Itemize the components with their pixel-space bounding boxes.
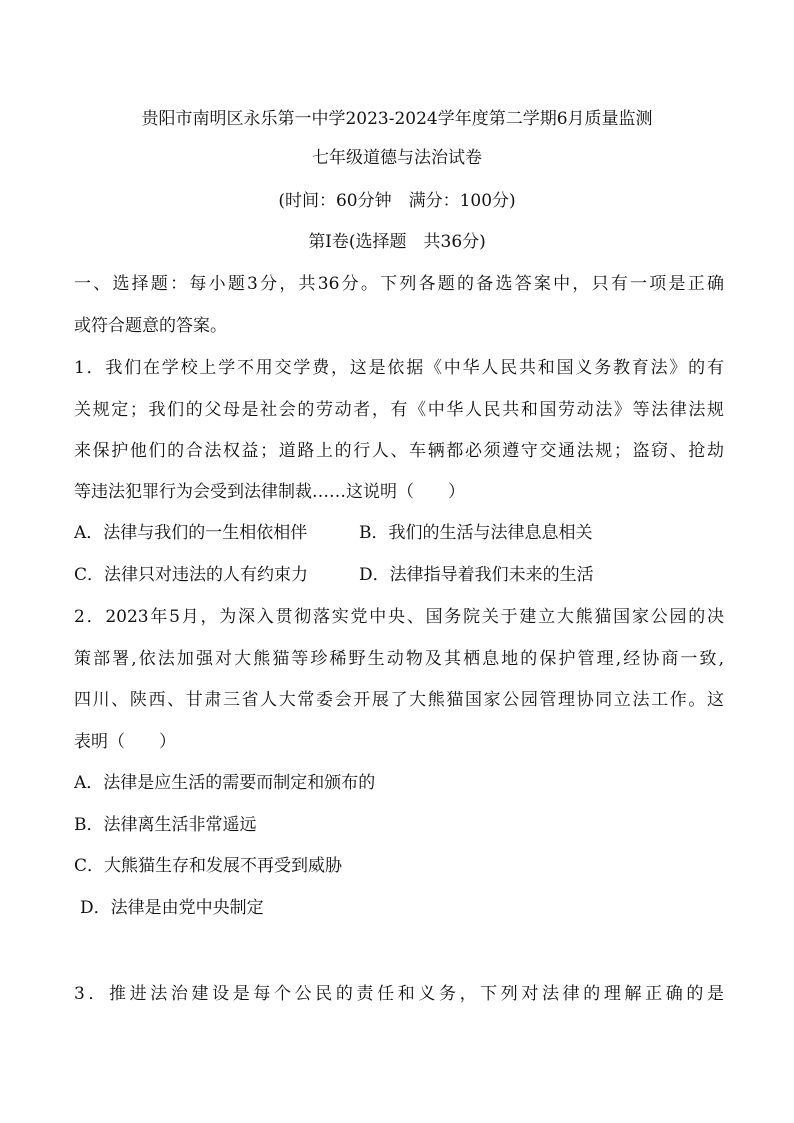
question-1-options-row-2: [74, 563, 724, 587]
instructions-line-2: 或符合题意的答案。: [74, 316, 227, 336]
option-a[interactable]: A．法律是应生活的需要而制定和颁布的: [74, 773, 376, 793]
question-1-stem-line: 等违法犯罪行为会受到法律制裁……这说明（ ）: [74, 482, 465, 502]
exam-time-info: (时间：60分钟 满分：100分): [278, 191, 516, 211]
option-c[interactable]: C．法律只对违法的人有约束力: [74, 565, 309, 585]
question-2-stem-line: 四川、陕西、甘肃三省人大常委会开展了大熊猫国家公园管理协同立法工作。这: [74, 690, 724, 710]
question-2-stem-line: 策部署,依法加强对大熊猫等珍稀野生动物及其栖息地的保护管理,经协商一致,: [74, 649, 724, 669]
question-1-stem-line: 关规定；我们的父母是社会的劳动者，有《中华人民共和国劳动法》等法律法规: [74, 400, 724, 420]
question-2-stem-line: 2．2023年5月，为深入贯彻落实党中央、国务院关于建立大熊猫国家公园的决: [74, 607, 724, 627]
section-title: 第Ⅰ卷(选择题 共36分): [308, 232, 486, 252]
option-c[interactable]: C．大熊猫生存和发展不再受到威胁: [74, 856, 343, 876]
exam-title: 贵阳市南明区永乐第一中学2023-2024学年度第二学期6月质量监测: [141, 109, 653, 129]
question-3-stem-line: 3．推进法治建设是每个公民的责任和义务，下列对法律的理解正确的是: [74, 984, 724, 1004]
option-d[interactable]: D．法律是由党中央制定: [80, 898, 264, 918]
question-1-stem-line: 1．我们在学校上学不用交学费，这是依据《中华人民共和国义务教育法》的有: [74, 358, 724, 378]
question-1-options-row-1: [74, 521, 724, 545]
option-d[interactable]: D．法律指导着我们未来的生活: [359, 565, 594, 585]
option-b[interactable]: B．法律离生活非常遥远: [74, 815, 257, 835]
instructions-line-1: 一、选择题：每小题3分，共36分。下列各题的备选答案中，只有一项是正确: [74, 274, 724, 294]
question-1-stem-line: 来保护他们的合法权益；道路上的行人、车辆都必须遵守交通法规；盗窃、抢劫: [74, 441, 724, 461]
option-a[interactable]: A．法律与我们的一生相依相伴: [74, 523, 308, 543]
exam-subtitle: 七年级道德与法治试卷: [312, 148, 482, 168]
question-2-stem-line: 表明（ ）: [74, 732, 176, 752]
option-b[interactable]: B．我们的生活与法律息息相关: [359, 523, 593, 543]
